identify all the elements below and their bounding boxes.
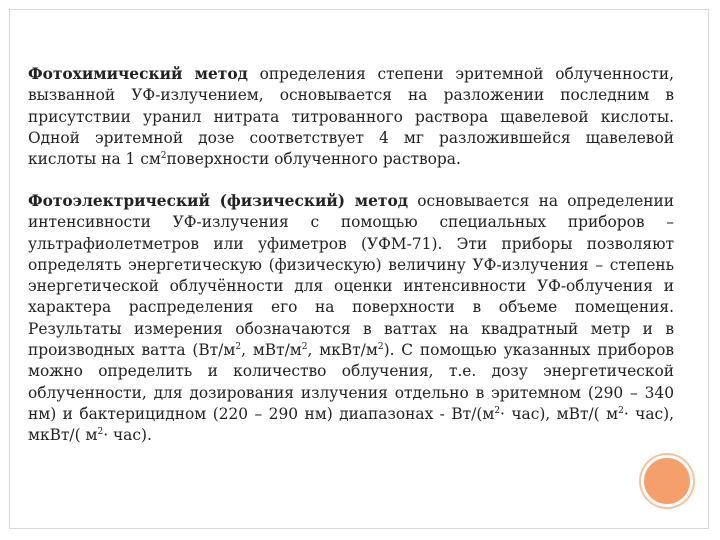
- paragraph2-text-d: ). С помощью указанных приборов можно определить и количество облучения, т.е. дозу энергетической облученности, для дозирования излучения отдельно в эритемном (290 – 340 нм) и бактерицидном (220 – 290 нм) диапазонах - Вт/(м: [28, 341, 675, 423]
- paragraph1-sup-a: 2: [160, 151, 167, 162]
- paragraph2-sup-f: 2: [97, 427, 104, 438]
- photoelectric-method-heading: Фотоэлектрический (физический) метод: [28, 192, 408, 210]
- paragraph1-text-b: поверхности облученного раствора.: [166, 150, 461, 169]
- paragraph1-text-a: определения степени эритемной облученности, вызванной УФ-излучением, основывается на разложении последним в присутствии уранил нитрата титрованного раствора щавелевой кислоты. Одной эритемной дозе соответствует 4 мг разложившейся щавелевой кислоты на 1 см: [28, 65, 674, 169]
- paragraph2-sup-e: 2: [618, 405, 624, 416]
- paragraph2-sup-c: 2: [377, 341, 384, 352]
- paragraph2-text-e: · час), мВт/( м: [500, 404, 619, 423]
- decorative-circle: [641, 455, 693, 507]
- paragraph2-sup-a: 2: [235, 341, 242, 352]
- paragraph2-text-a: основывается на определении интенсивности УФ-излучения с помощью специальных приборов – ультрафиолетметров или уфиметров (УФМ-71). Эти приборы позволяют определять энергетическую (физическую) величину УФ-излучения – степень энергетической облучённости для оценки интенсивности УФ-облучения и характера распределения его на поверхности в объеме помещения. Результаты измерения обозначаются в ваттах на квадратный метр и в производных ватта (Вт/м: [28, 192, 674, 360]
- paragraph2-sup-b: 2: [301, 341, 308, 352]
- photochemical-method-paragraph: [28, 64, 674, 170]
- paragraph2-text-c: , мкВт/м: [307, 341, 378, 360]
- paragraph2-text-f: · час), мкВт/( м: [28, 404, 675, 445]
- photoelectric-method-paragraph: [28, 191, 674, 447]
- paragraph2-text-b: , мВт/м: [241, 341, 302, 360]
- paragraph2-sup-d: 2: [494, 405, 501, 416]
- photochemical-method-heading: Фотохимический метод: [28, 65, 248, 83]
- paragraph2-text-g: · час).: [103, 426, 152, 445]
